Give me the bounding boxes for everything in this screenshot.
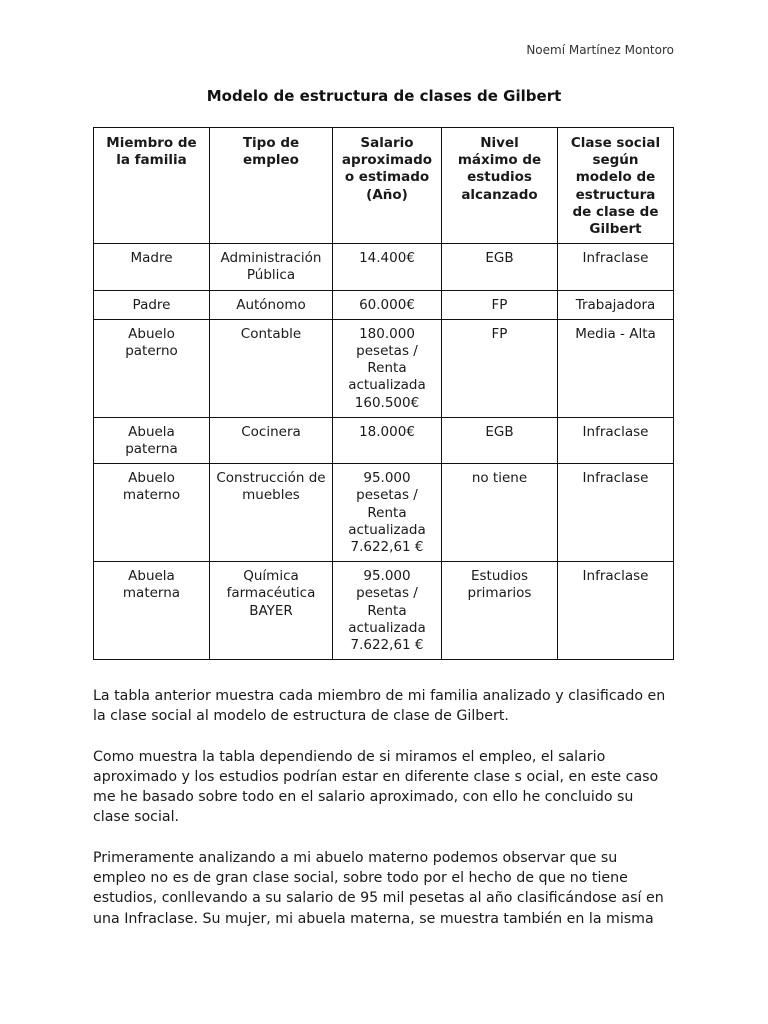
table-row: [94, 562, 674, 660]
paragraph: Como muestra la tabla dependiendo de si miramos el empleo, el salario aproximado y los estudios podrían estar en diferente clase s ocial, en este caso me he basado sobre todo en el salario aproximado, con ello he concluido su clase social.: [93, 748, 659, 826]
cell-job: Contable: [210, 319, 333, 417]
cell-job: Construcción de muebles: [210, 464, 333, 562]
cell-class: Infraclase: [558, 417, 674, 463]
header-social-class: Clase social según modelo de estructura de clase de Gilbert: [558, 128, 674, 244]
cell-education: FP: [442, 290, 558, 319]
header-job-type: Tipo de empleo: [210, 128, 333, 244]
paragraph: La tabla anterior muestra cada miembro de mi familia analizado y clasificado en la clase social al modelo de estructura de clase de Gilbert.: [93, 688, 666, 725]
cell-salary: 180.000 pesetas / Renta actualizada 160.500€: [333, 319, 442, 417]
cell-salary: 95.000 pesetas / Renta actualizada 7.622,61 €: [333, 562, 442, 660]
cell-class: Trabajadora: [558, 290, 674, 319]
cell-class: Infraclase: [558, 562, 674, 660]
cell-education: FP: [442, 319, 558, 417]
cell-class: Media - Alta: [558, 319, 674, 417]
cell-education: Estudios primarios: [442, 562, 558, 660]
table-row: [94, 319, 674, 417]
document-author: Noemí Martínez Montoro: [526, 43, 674, 57]
cell-salary: 60.000€: [333, 290, 442, 319]
cell-member: Abuelo materno: [94, 464, 210, 562]
cell-member: Abuela materna: [94, 562, 210, 660]
cell-education: EGB: [442, 417, 558, 463]
cell-salary: 14.400€: [333, 244, 442, 290]
cell-job: Química farmacéutica BAYER: [210, 562, 333, 660]
gilbert-class-table: [93, 127, 674, 660]
paragraph: Primeramente analizando a mi abuelo materno podemos observar que su empleo no es de gran clase social, sobre todo por el hecho de que no tiene estudios, conllevando a su salario de 95 mil pesetas al año clasificándose así en una Infraclase. Su mujer, mi abuela materna, se muestra también en la misma: [93, 849, 664, 927]
cell-education: no tiene: [442, 464, 558, 562]
header-education-level: Nivel máximo de estudios alcanzado: [442, 128, 558, 244]
cell-job: Administración Pública: [210, 244, 333, 290]
cell-salary: 95.000 pesetas / Renta actualizada 7.622,61 €: [333, 464, 442, 562]
body-text: [93, 686, 673, 949]
cell-education: EGB: [442, 244, 558, 290]
document-title: Modelo de estructura de clases de Gilbert: [206, 87, 562, 105]
table-row: [94, 290, 674, 319]
cell-member: Abuela paterna: [94, 417, 210, 463]
cell-job: Autónomo: [210, 290, 333, 319]
table-row: [94, 464, 674, 562]
cell-job: Cocinera: [210, 417, 333, 463]
table-header-row: [94, 128, 674, 244]
cell-member: Madre: [94, 244, 210, 290]
header-family-member: Miembro de la familia: [94, 128, 210, 244]
table-row: [94, 244, 674, 290]
cell-class: Infraclase: [558, 244, 674, 290]
cell-class: Infraclase: [558, 464, 674, 562]
table-row: [94, 417, 674, 463]
cell-salary: 18.000€: [333, 417, 442, 463]
header-salary: Salario aproximado o estimado (Año): [333, 128, 442, 244]
cell-member: Padre: [94, 290, 210, 319]
cell-member: Abuelo paterno: [94, 319, 210, 417]
